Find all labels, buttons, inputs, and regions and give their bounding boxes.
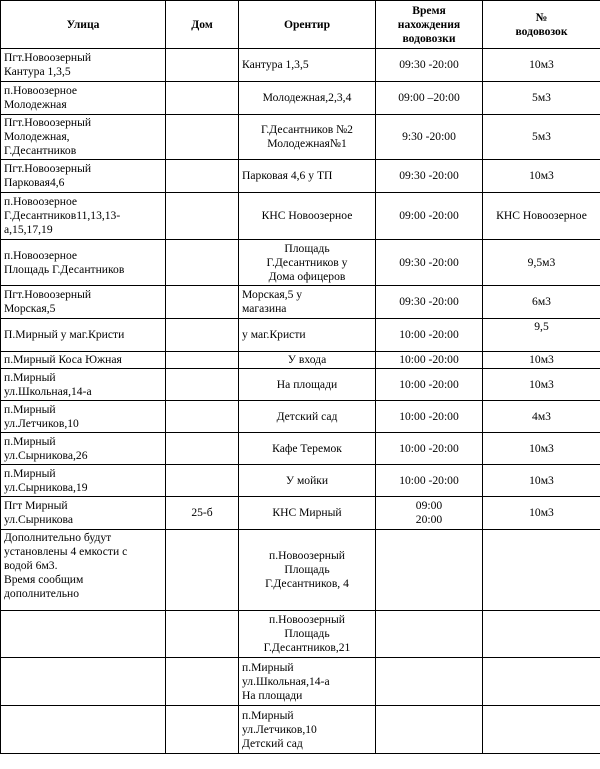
cell-number: 9,5: [483, 319, 600, 352]
table-row: [1, 401, 600, 433]
cell-line: Морская,5 у: [242, 288, 303, 301]
cell-line: Пгт.Новоозерный: [4, 162, 92, 175]
cell-number: 10м3: [483, 369, 600, 401]
cell-line: Молодежная№1: [267, 137, 347, 150]
header-time: [376, 1, 483, 49]
cell-line: а,15,17,19: [4, 223, 53, 236]
cell-house: [166, 115, 239, 160]
cell-line: 09:30 -20:00: [399, 169, 459, 182]
cell-line: 10:00 -20:00: [399, 328, 459, 341]
cell-number: 10м3: [483, 465, 600, 497]
header-street: Улица: [1, 1, 166, 49]
cell-house: [166, 433, 239, 465]
cell-line: 10:00 -20:00: [399, 409, 459, 423]
cell-number: 10м3: [483, 433, 600, 465]
header-line: нахождения: [397, 17, 461, 31]
cell-time: [376, 401, 483, 433]
cell-line: 20:00: [415, 513, 443, 526]
cell-street: [1, 193, 166, 240]
cell-time: [376, 369, 483, 401]
cell-house: [166, 240, 239, 286]
cell-street: [1, 401, 166, 433]
cell-line: установлены 4 емкости с: [4, 545, 128, 558]
cell-house: [166, 658, 239, 706]
cell-line: Пгт Мирный: [4, 499, 68, 512]
cell-line: Г.Десантников,21: [263, 641, 351, 654]
cell-street: [1, 115, 166, 160]
cell-time: [376, 465, 483, 497]
cell-line: ул.Сырникова,19: [4, 480, 88, 494]
cell-landmark: [239, 319, 376, 352]
cell-number: КНС Новоозерное: [483, 193, 600, 240]
header-line: водовозок: [515, 24, 568, 38]
table-row: [1, 530, 600, 611]
table-row: [1, 193, 600, 240]
cell-house: [166, 82, 239, 115]
cell-house: [166, 352, 239, 369]
cell-house: [166, 611, 239, 658]
cell-number: [483, 611, 600, 658]
cell-line: Парковая 4,6 у ТП: [242, 169, 333, 182]
cell-line: Кантура 1,3,5: [4, 65, 71, 78]
cell-line: КНС Мирный: [272, 506, 342, 519]
cell-landmark: [239, 611, 376, 658]
cell-line: Г.Десантников, 4: [265, 577, 349, 590]
cell-line: У входа: [287, 353, 327, 366]
cell-street: [1, 611, 166, 658]
cell-line: Морская,5: [4, 302, 56, 315]
cell-line: 09:00 -20:00: [399, 209, 459, 222]
cell-time: [376, 193, 483, 240]
cell-house: [166, 369, 239, 401]
table-row: [1, 286, 600, 319]
header-landmark: Орентир: [239, 1, 376, 49]
cell-line: Дома офицеров: [268, 269, 346, 283]
cell-landmark: [239, 497, 376, 530]
cell-line: Г.Десантников: [4, 144, 77, 157]
cell-line: На площади: [276, 377, 338, 391]
cell-line: п.Новоозерное: [4, 248, 78, 262]
table-row: [1, 369, 600, 401]
cell-line: 09:30 -20:00: [399, 295, 459, 308]
cell-line: На площади: [242, 688, 303, 702]
cell-landmark: [239, 465, 376, 497]
cell-house: [166, 465, 239, 497]
cell-line: п.Мирный Коса Южная: [4, 353, 122, 366]
cell-house: [166, 286, 239, 319]
header-row: [1, 1, 600, 49]
cell-time: [376, 115, 483, 160]
table-row: [1, 160, 600, 193]
cell-line: Детский сад: [242, 736, 303, 750]
cell-number: 10м3: [483, 49, 600, 82]
cell-street: [1, 319, 166, 352]
cell-line: п.Мирный: [4, 402, 56, 416]
cell-time: [376, 658, 483, 706]
cell-street: [1, 49, 166, 82]
table-row: [1, 497, 600, 530]
cell-number: 6м3: [483, 286, 600, 319]
cell-line: п.Мирный: [242, 660, 294, 674]
cell-time: [376, 240, 483, 286]
cell-line: Дополнительно будут: [4, 531, 112, 544]
header-house: Дом: [166, 1, 239, 49]
cell-line: ул.Школьная,14-а: [4, 384, 92, 398]
cell-house: 25-б: [166, 497, 239, 530]
cell-street: [1, 530, 166, 611]
cell-line: 9:30 -20:00: [402, 130, 456, 143]
cell-house: [166, 193, 239, 240]
cell-line: Площадь: [284, 563, 330, 576]
cell-time: [376, 530, 483, 611]
cell-house: [166, 530, 239, 611]
cell-line: дополнительно: [4, 587, 80, 600]
cell-line: п.Новоозерное: [4, 195, 78, 208]
cell-house: [166, 319, 239, 352]
cell-number: 9,5м3: [483, 240, 600, 286]
cell-line: Г.Десантников11,13,13-: [4, 209, 121, 222]
header-line: №: [535, 10, 548, 24]
cell-number: 10м3: [483, 160, 600, 193]
cell-line: п.Мирный: [4, 434, 56, 448]
header-line: Время: [412, 3, 446, 17]
cell-line: п.Новоозерный: [269, 613, 345, 626]
cell-time: [376, 611, 483, 658]
cell-line: п.Новоозерный: [269, 549, 345, 562]
table-row: [1, 115, 600, 160]
cell-landmark: [239, 706, 376, 754]
cell-number: 5м3: [483, 82, 600, 115]
cell-line: ул.Сырникова: [4, 513, 74, 526]
cell-line: ул.Школьная,14-а: [242, 674, 330, 688]
cell-line: 10:00 -20:00: [399, 473, 459, 487]
cell-number: 4м3: [483, 401, 600, 433]
cell-line: п.Мирный: [4, 466, 56, 480]
cell-line: Г.Десантников у: [266, 255, 348, 269]
cell-line: Пгт.Новоозерный: [4, 116, 92, 129]
cell-landmark: [239, 286, 376, 319]
cell-house: [166, 401, 239, 433]
cell-street: [1, 433, 166, 465]
cell-time: [376, 706, 483, 754]
cell-line: 09:00 –20:00: [398, 91, 460, 104]
cell-line: 09:00: [415, 499, 443, 512]
cell-landmark: [239, 240, 376, 286]
cell-landmark: [239, 160, 376, 193]
cell-landmark: [239, 530, 376, 611]
cell-landmark: [239, 401, 376, 433]
cell-landmark: [239, 49, 376, 82]
table-row: [1, 240, 600, 286]
cell-line: 10:00 -20:00: [399, 441, 459, 455]
cell-line: Площадь: [284, 241, 330, 255]
cell-landmark: [239, 433, 376, 465]
cell-street: [1, 369, 166, 401]
header-line: водовозки: [402, 31, 456, 45]
cell-line: Кафе Теремок: [272, 441, 342, 455]
cell-line: 09:30 -20:00: [399, 255, 459, 269]
cell-line: ул.Летчиков,10: [4, 416, 79, 430]
cell-line: Молодежная: [4, 98, 67, 111]
cell-street: [1, 160, 166, 193]
cell-line: У мойки: [285, 473, 329, 487]
cell-time: [376, 497, 483, 530]
cell-time: [376, 286, 483, 319]
cell-number: [483, 658, 600, 706]
cell-line: п.Новоозерное: [4, 84, 78, 97]
cell-landmark: [239, 82, 376, 115]
cell-street: [1, 658, 166, 706]
cell-line: Площадь Г.Десантников: [4, 262, 125, 276]
cell-street: [1, 286, 166, 319]
table-row: [1, 352, 600, 369]
cell-street: [1, 497, 166, 530]
cell-time: [376, 352, 483, 369]
cell-number: [483, 706, 600, 754]
cell-line: 10:00 -20:00: [399, 353, 459, 366]
cell-street: [1, 82, 166, 115]
cell-line: 10:00 -20:00: [399, 377, 459, 391]
cell-time: [376, 82, 483, 115]
cell-street: [1, 706, 166, 754]
cell-landmark: [239, 369, 376, 401]
cell-line: водой 6м3.: [4, 559, 58, 572]
table-row: [1, 82, 600, 115]
cell-line: Пгт.Новоозерный: [4, 288, 92, 301]
cell-landmark: [239, 658, 376, 706]
table-row: [1, 49, 600, 82]
cell-line: Детский сад: [276, 409, 338, 423]
cell-line: Молодежная,: [4, 130, 70, 143]
cell-street: [1, 352, 166, 369]
cell-line: Кантура 1,3,5: [242, 58, 309, 71]
cell-line: п.Мирный: [242, 708, 294, 722]
table-row: [1, 706, 600, 754]
table-row: [1, 319, 600, 352]
table-row: [1, 465, 600, 497]
cell-time: [376, 49, 483, 82]
cell-line: КНС Новоозерное: [261, 209, 353, 222]
cell-line: п.Мирный: [4, 370, 56, 384]
cell-house: [166, 706, 239, 754]
cell-line: 09:30 -20:00: [399, 58, 459, 71]
table-row: [1, 611, 600, 658]
cell-line: Молодежная,2,3,4: [262, 91, 352, 104]
cell-line: ул.Летчиков,10: [242, 722, 317, 736]
cell-line: Пгт.Новоозерный: [4, 51, 92, 64]
cell-line: ул.Сырникова,26: [4, 448, 88, 462]
cell-number: 5м3: [483, 115, 600, 160]
table-row: [1, 658, 600, 706]
cell-landmark: [239, 115, 376, 160]
cell-line: у маг.Кристи: [242, 328, 306, 341]
cell-number: [483, 530, 600, 611]
cell-line: Г.Десантников №2: [261, 123, 353, 136]
cell-landmark: [239, 352, 376, 369]
cell-line: Время сообщим: [4, 573, 84, 586]
cell-time: [376, 433, 483, 465]
cell-number: 10м3: [483, 352, 600, 369]
header-number: [483, 1, 600, 49]
cell-street: [1, 240, 166, 286]
cell-line: магазина: [242, 302, 287, 315]
cell-house: [166, 49, 239, 82]
cell-line: Площадь: [284, 627, 330, 640]
cell-landmark: [239, 193, 376, 240]
cell-line: Парковая4,6: [4, 176, 65, 189]
cell-number: 10м3: [483, 497, 600, 530]
cell-time: [376, 319, 483, 352]
table-row: [1, 433, 600, 465]
cell-time: [376, 160, 483, 193]
cell-house: [166, 160, 239, 193]
cell-street: [1, 465, 166, 497]
cell-line: П.Мирный у маг.Кристи: [4, 328, 125, 341]
